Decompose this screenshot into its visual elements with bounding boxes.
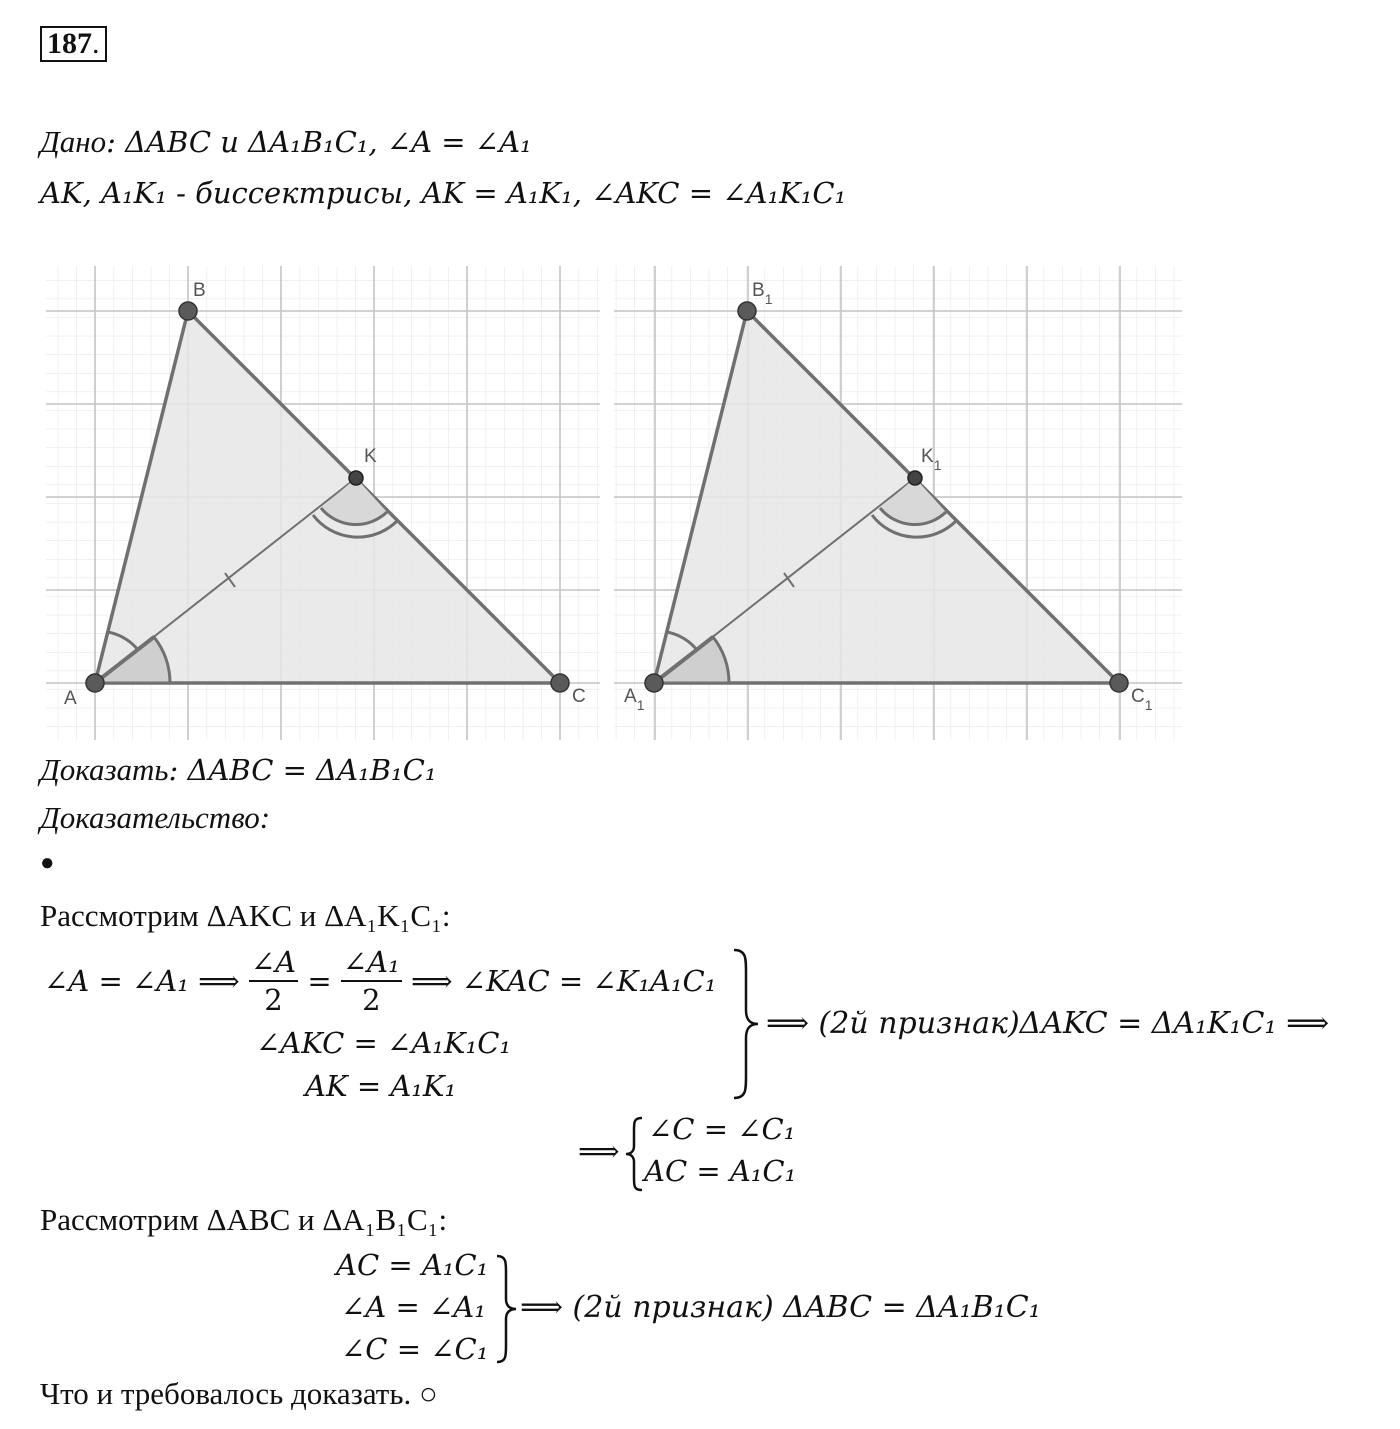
bullet: ● [40, 850, 55, 876]
step2-conclusion: ⟹ (2й признак) ΔABC = ΔA₁B₁C₁ [520, 1290, 1041, 1325]
label-k1: $K_1$ [921, 446, 942, 473]
step2-eq3: ∠C = ∠C₁ [341, 1332, 489, 1366]
step1-intro-text: Рассмотрим ΔAKC и ΔA₁K₁C₁: [40, 898, 451, 933]
step1-intro [40, 898, 451, 934]
fraction-a1-over-2 [341, 944, 402, 1018]
label-c1: $C_1$ [1131, 686, 1153, 713]
prove-line [40, 752, 436, 788]
right-brace-1 [730, 948, 766, 1100]
given-statement: : ΔABC и ΔA₁B₁C₁, ∠A = ∠A₁ [106, 125, 532, 159]
prove-statement: : ΔABC = ΔA₁B₁C₁ [168, 753, 437, 787]
frac2-den: 2 [362, 983, 381, 1017]
frac1-num: ∠A [249, 944, 298, 982]
step2-eq1: AC = A₁C₁ [336, 1248, 489, 1282]
left-brace-1 [624, 1116, 646, 1192]
given-line-2: AK, A₁K₁ - биссектрисы, AK = A₁K₁, ∠AKC = ∠A₁K₁C₁ [40, 176, 847, 210]
label-k: K [364, 446, 377, 467]
step2-eq2: ∠A = ∠A₁ [341, 1290, 486, 1324]
step1-eq3: AK = A₁K₁ [305, 1069, 457, 1103]
problem-number-suffix: . [92, 27, 100, 60]
label-b1: $B_1$ [752, 280, 773, 307]
result-angle-c: ∠C = ∠C₁ [648, 1112, 796, 1146]
result-ac: AC = A₁C₁ [644, 1154, 797, 1188]
right-brace-2 [494, 1254, 520, 1364]
fraction-a-over-2 [249, 944, 298, 1018]
label-a1: $A_1$ [624, 686, 645, 713]
step1-eq1-left: ∠A = ∠A₁ ⟹ [44, 964, 240, 998]
step1-eq1-right: ⟹ ∠KAC = ∠K₁A₁C₁ [410, 964, 717, 998]
proof-label: Доказательство: [40, 800, 271, 835]
problem-number-value: 187 [47, 27, 92, 60]
prove-label: Доказать [40, 752, 169, 787]
step1-eq2: ∠AKC = ∠A₁K₁C₁ [256, 1026, 512, 1060]
step1-eq1 [44, 944, 716, 1018]
given-label: Дано [40, 124, 107, 159]
frac2-num: ∠A₁ [341, 944, 402, 982]
qed-line: Что и требовалось доказать. ○ [40, 1376, 438, 1411]
frac1-den: 2 [264, 983, 283, 1017]
step1-conclusion: ⟹ (2й признак)ΔAKC = ΔA₁K₁C₁ ⟹ [766, 1006, 1330, 1041]
label-a: A [64, 688, 77, 709]
step2-intro: Рассмотрим ΔABC и ΔA₁B₁C₁: [40, 1202, 448, 1237]
result-arrow: ⟹ [578, 1134, 620, 1168]
label-b: B [193, 280, 206, 301]
label-c: C [572, 686, 586, 707]
eq-sign: = [307, 964, 332, 998]
